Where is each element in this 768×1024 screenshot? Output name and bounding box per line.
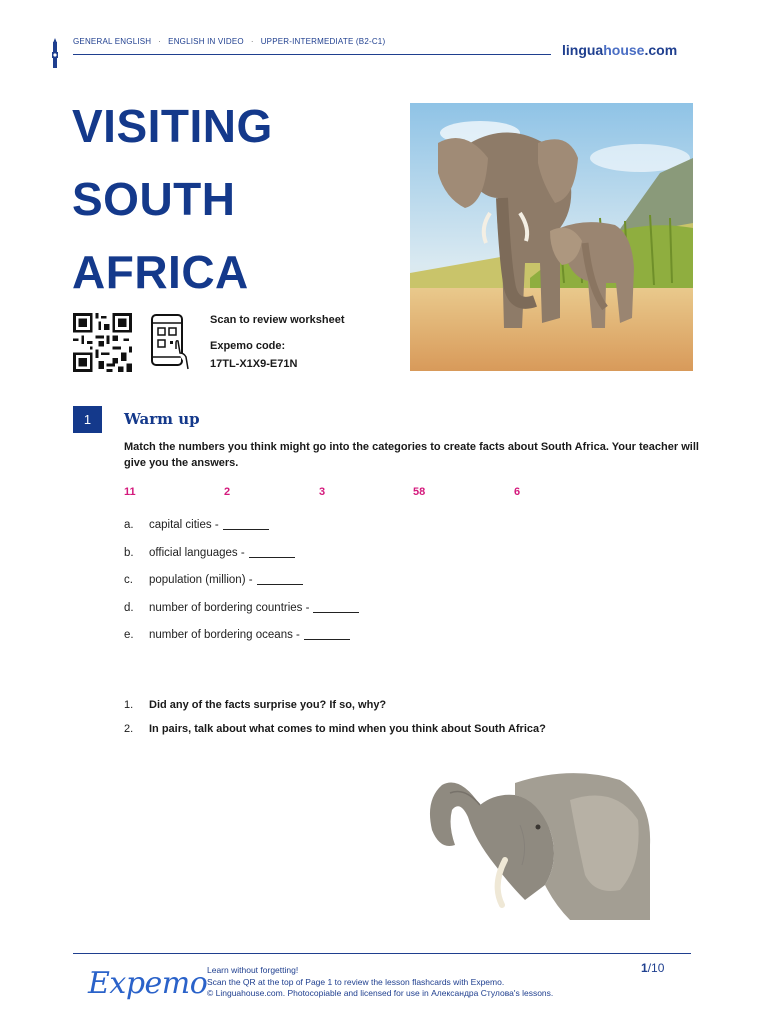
elephants-photo <box>410 103 693 371</box>
number-option: 2 <box>224 486 231 498</box>
answer-blank[interactable] <box>249 557 295 558</box>
big-ben-tower-icon <box>48 38 62 70</box>
number-option: 3 <box>319 486 326 498</box>
qr-code[interactable] <box>73 313 132 372</box>
brand-text-3: .com <box>644 42 678 58</box>
footer-copyright: © Linguahouse.com. Photocopiable and licensed for use in Александра Стулова's lessons. <box>207 988 554 998</box>
list-item <box>124 629 359 657</box>
title-line: SOUTH <box>72 173 236 225</box>
item-text: number of bordering countries - <box>149 601 310 614</box>
page-title <box>72 90 273 309</box>
scan-label: Scan to review worksheet <box>210 314 345 326</box>
breadcrumb-item[interactable]: GENERAL ENGLISH <box>73 37 152 46</box>
answer-blank[interactable] <box>304 639 350 640</box>
scan-info <box>210 313 345 383</box>
breadcrumb-item[interactable]: ENGLISH IN VIDEO <box>168 37 244 46</box>
number-option: 11 <box>124 486 136 498</box>
item-letter: d. <box>124 601 134 614</box>
header-divider <box>73 54 551 55</box>
number-option: 6 <box>514 486 521 498</box>
breadcrumb: GENERAL ENGLISH · ENGLISH IN VIDEO · UPPER-INTERMEDIATE (B2-C1) <box>73 37 386 46</box>
question-number: 1. <box>124 699 134 711</box>
numbers-list <box>124 486 544 500</box>
item-text: official languages - <box>149 546 245 559</box>
section-number-badge: 1 <box>73 406 102 433</box>
question-item <box>124 699 546 723</box>
footer-divider <box>73 953 691 954</box>
expemo-code-label: Expemo code: <box>210 340 286 352</box>
page-total: /10 <box>647 961 665 975</box>
item-text: population (million) - <box>149 574 253 586</box>
linguahouse-logo[interactable] <box>562 42 677 58</box>
item-text: number of bordering oceans - <box>149 629 300 641</box>
item-text: capital cities - <box>149 519 219 531</box>
elephant-head-photo <box>420 765 652 920</box>
facts-list <box>124 519 359 657</box>
expemo-logo[interactable]: Expemo <box>88 966 208 1001</box>
breadcrumb-item[interactable]: UPPER-INTERMEDIATE (B2-C1) <box>260 37 386 46</box>
footer-tagline: Learn without forgetting! <box>207 965 299 975</box>
footer-qr-note: Scan the QR at the top of Page 1 to review the lesson flashcards with Expemo. <box>207 976 505 987</box>
list-item <box>124 519 359 547</box>
item-letter: c. <box>124 574 133 586</box>
section-title: Warm up <box>124 410 200 428</box>
list-item <box>124 547 359 575</box>
page-number <box>641 961 664 975</box>
list-item <box>124 574 359 602</box>
answer-blank[interactable] <box>313 612 359 613</box>
brand-text-1: lingua <box>562 42 604 58</box>
title-line: AFRICA <box>72 246 249 298</box>
brand-text-2: house <box>603 42 645 58</box>
question-text: Did any of the facts surprise you? If so, why? <box>149 699 387 711</box>
exercise-instructions: Match the numbers you think might go into the categories to create facts about South Africa. Your teacher will give you the answers. <box>124 441 699 469</box>
number-option: 58 <box>413 486 426 498</box>
phone-scan-icon <box>150 313 192 371</box>
list-item <box>124 602 359 630</box>
question-item <box>124 723 546 747</box>
item-letter: b. <box>124 546 134 559</box>
question-number: 2. <box>124 723 134 735</box>
discussion-questions <box>124 699 546 747</box>
item-letter: e. <box>124 629 134 641</box>
title-line: VISITING <box>72 100 273 152</box>
footer-text <box>207 965 553 1000</box>
answer-blank[interactable] <box>257 584 303 585</box>
page-current: 1 <box>641 961 648 975</box>
expemo-code: 17TL-X1X9-E71N <box>210 358 298 370</box>
question-text: In pairs, talk about what comes to mind when you think about South Africa? <box>149 723 546 735</box>
answer-blank[interactable] <box>223 529 269 530</box>
item-letter: a. <box>124 519 134 531</box>
